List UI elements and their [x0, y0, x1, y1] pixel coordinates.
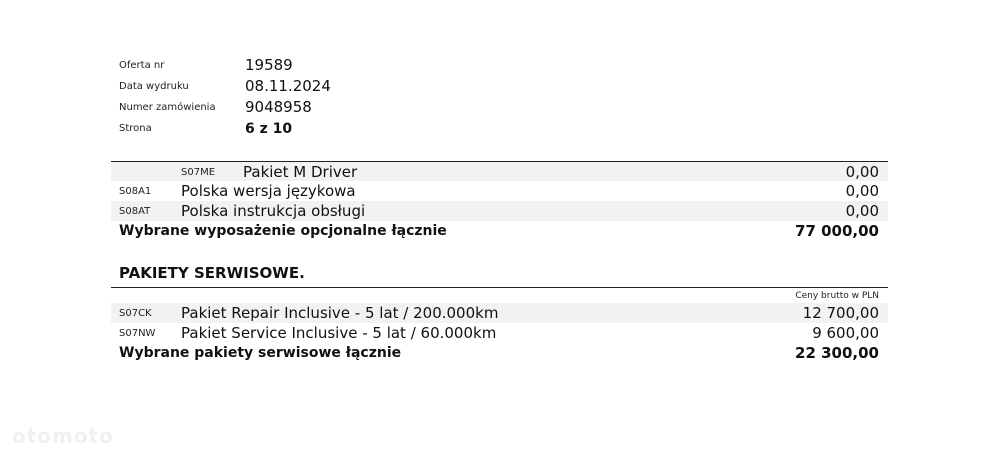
option-amount: 0,00: [845, 182, 879, 200]
option-description: Polska instrukcja obsługi: [181, 202, 366, 220]
table-row: [111, 303, 888, 323]
offer-number-label: Oferta nr: [119, 60, 165, 71]
offer-number-value: 19589: [245, 56, 293, 74]
watermark-logo: otomoto: [12, 424, 114, 448]
service-total-label: Wybrane pakiety serwisowe łącznie: [119, 345, 402, 361]
option-description: Polska wersja językowa: [181, 182, 356, 200]
service-table: [111, 287, 888, 363]
service-description: Pakiet Repair Inclusive - 5 lat / 200.000km: [181, 304, 499, 322]
table-row: [111, 201, 888, 221]
service-section-title: PAKIETY SERWISOWE.: [119, 264, 305, 282]
order-number-value: 9048958: [245, 98, 312, 116]
option-code: S08A1: [119, 186, 152, 197]
options-total-amount: 77 000,00: [795, 222, 879, 240]
option-code: S07ME: [181, 167, 216, 178]
service-total-amount: 22 300,00: [795, 344, 879, 362]
print-date-label: Data wydruku: [119, 81, 189, 92]
price-column-header: Ceny brutto w PLN: [795, 291, 879, 301]
service-total-row: [111, 343, 888, 363]
options-table: [111, 161, 888, 241]
service-amount: 9 600,00: [812, 324, 879, 342]
options-total-row: [111, 221, 888, 241]
options-total-label: Wybrane wyposażenie opcjonalne łącznie: [119, 223, 447, 239]
order-number-label: Numer zamówienia: [119, 102, 216, 113]
service-code: S07CK: [119, 308, 152, 319]
page-number-label: Strona: [119, 123, 152, 134]
page-number-value: 6 z 10: [245, 121, 293, 137]
service-code: S07NW: [119, 328, 156, 339]
print-date-value: 08.11.2024: [245, 77, 331, 95]
option-code: S08AT: [119, 206, 151, 217]
service-amount: 12 700,00: [802, 304, 879, 322]
option-amount: 0,00: [845, 163, 879, 181]
table-row: [111, 161, 888, 181]
table-row: [111, 181, 888, 201]
service-column-header-row: [111, 287, 888, 303]
option-amount: 0,00: [845, 202, 879, 220]
table-row: [111, 323, 888, 343]
service-description: Pakiet Service Inclusive - 5 lat / 60.000km: [181, 324, 497, 342]
option-description: Pakiet M Driver: [243, 163, 358, 181]
